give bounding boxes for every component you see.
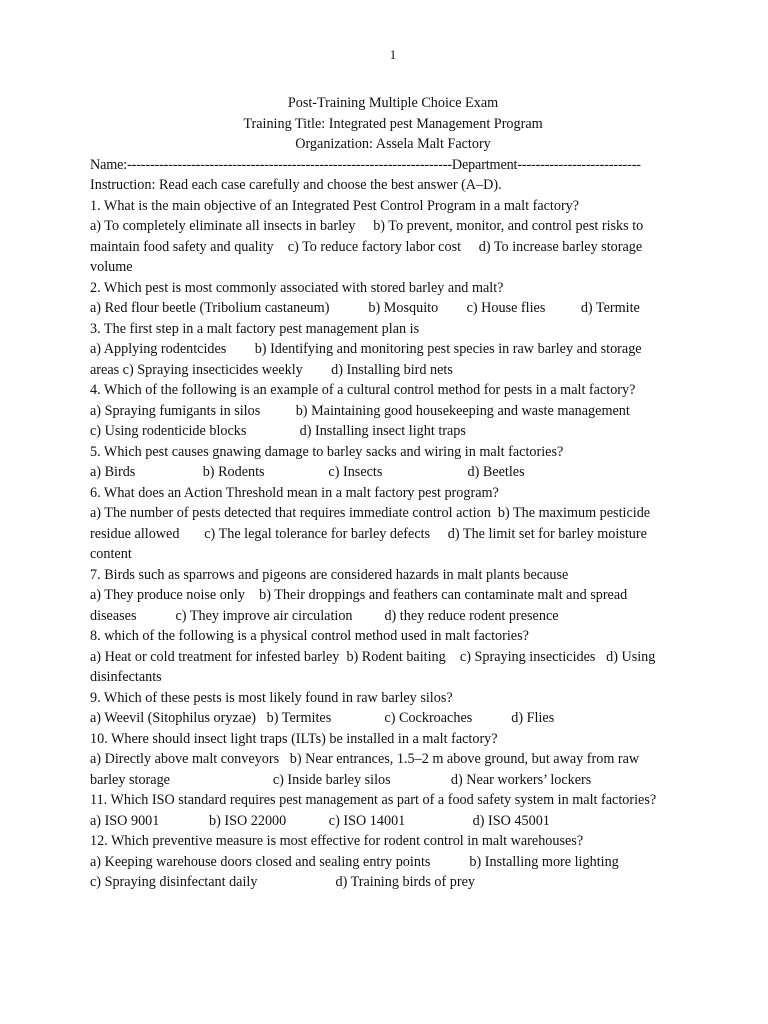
q7-question: 7. Birds such as sparrows and pigeons are considered hazards in malt plants because [90, 566, 569, 583]
q1-options-line: volume [90, 259, 133, 275]
q7-options-line: diseases c) They improve air circulation d) they reduce rodent presence [90, 607, 559, 624]
training-title: Training Title: Integrated pest Management Program [243, 115, 543, 132]
q10-question: 10. Where should insect light traps (ILTs) be installed in a malt factory? [90, 730, 498, 747]
page-number: 1 [389, 47, 397, 62]
instruction-text: Instruction: Read each case carefully and choose the best answer (A–D). [90, 177, 502, 193]
q1-options-line: a) To completely eliminate all insects in barley b) To prevent, monitor, and control pest risks to [90, 218, 644, 234]
q4-options-line: a) Spraying fumigants in silos b) Maintaining good housekeeping and waste management [90, 402, 630, 419]
q1-options-line: maintain food safety and quality c) To reduce factory labor cost d) To increase barley storage [90, 238, 643, 255]
q1-question: 1. What is the main objective of an Integrated Pest Control Program in a malt factory? [90, 197, 580, 214]
q8-question: 8. which of the following is a physical control method used in malt factories? [90, 628, 529, 644]
organization-name: Organization: Assela Malt Factory [295, 136, 491, 152]
q3-options-line: a) Applying rodentcides b) Identifying and monitoring pest species in raw barley and storage [90, 341, 642, 357]
q11-question: 11. Which ISO standard requires pest management as part of a food safety system in malt factories? [90, 792, 657, 808]
q3-options-line: areas c) Spraying insecticides weekly d) Installing bird nets [90, 361, 453, 378]
q10-options-line: barley storage c) Inside barley silos d) Near workers’ lockers [90, 771, 592, 788]
q5-question: 5. Which pest causes gnawing damage to barley sacks and wiring in malt factories? [90, 443, 564, 460]
q12-question: 12. Which preventive measure is most effective for rodent control in malt warehouses? [90, 833, 584, 849]
q6-options-line: content [90, 546, 132, 562]
exam-body [90, 93, 696, 893]
q11-options-line: a) ISO 9001 b) ISO 22000 c) ISO 14001 d) ISO 45001 [90, 812, 550, 829]
q9-options-line: a) Weevil (Sitophilus oryzae) b) Termites c) Cockroaches d) Flies [90, 710, 555, 726]
q5-options-line: a) Birds b) Rodents c) Insects d) Beetles [90, 464, 525, 480]
q2-options-line: a) Red flour beetle (Tribolium castaneum) b) Mosquito c) House flies d) Termite [90, 300, 640, 316]
q6-options-line: residue allowed c) The legal tolerance for barley defects d) The limit set for barley moisture [90, 525, 647, 542]
q4-options-line: c) Using rodenticide blocks d) Installing insect light traps [90, 423, 466, 439]
q9-question: 9. Which of these pests is most likely found in raw barley silos? [90, 689, 453, 706]
q3-question: 3. The first step in a malt factory pest management plan is [90, 320, 420, 337]
exam-title: Post-Training Multiple Choice Exam [287, 95, 499, 111]
q10-options-line: a) Directly above malt conveyors b) Near entrances, 1.5–2 m above ground, but away from raw [90, 751, 640, 767]
q6-question: 6. What does an Action Threshold mean in a malt factory pest program? [90, 484, 499, 501]
q6-options-line: a) The number of pests detected that requires immediate control action b) The maximum pesticide [90, 505, 651, 521]
name-department-line: Name:-----------------------------------------------------------------------Department--------------------------- [90, 156, 641, 173]
q4-question: 4. Which of the following is an example of a cultural control method for pests in a malt factory? [90, 382, 636, 398]
q12-options-line: a) Keeping warehouse doors closed and sealing entry points b) Installing more lighting [90, 853, 619, 870]
q7-options-line: a) They produce noise only b) Their droppings and feathers can contaminate malt and spread [90, 587, 628, 603]
q8-options-line: a) Heat or cold treatment for infested barley b) Rodent baiting c) Spraying insecticides d) Using [90, 648, 656, 665]
q12-options-line: c) Spraying disinfectant daily d) Training birds of prey [90, 874, 475, 890]
q2-question: 2. Which pest is most commonly associated with stored barley and malt? [90, 279, 504, 296]
q8-options-line: disinfectants [90, 669, 162, 685]
